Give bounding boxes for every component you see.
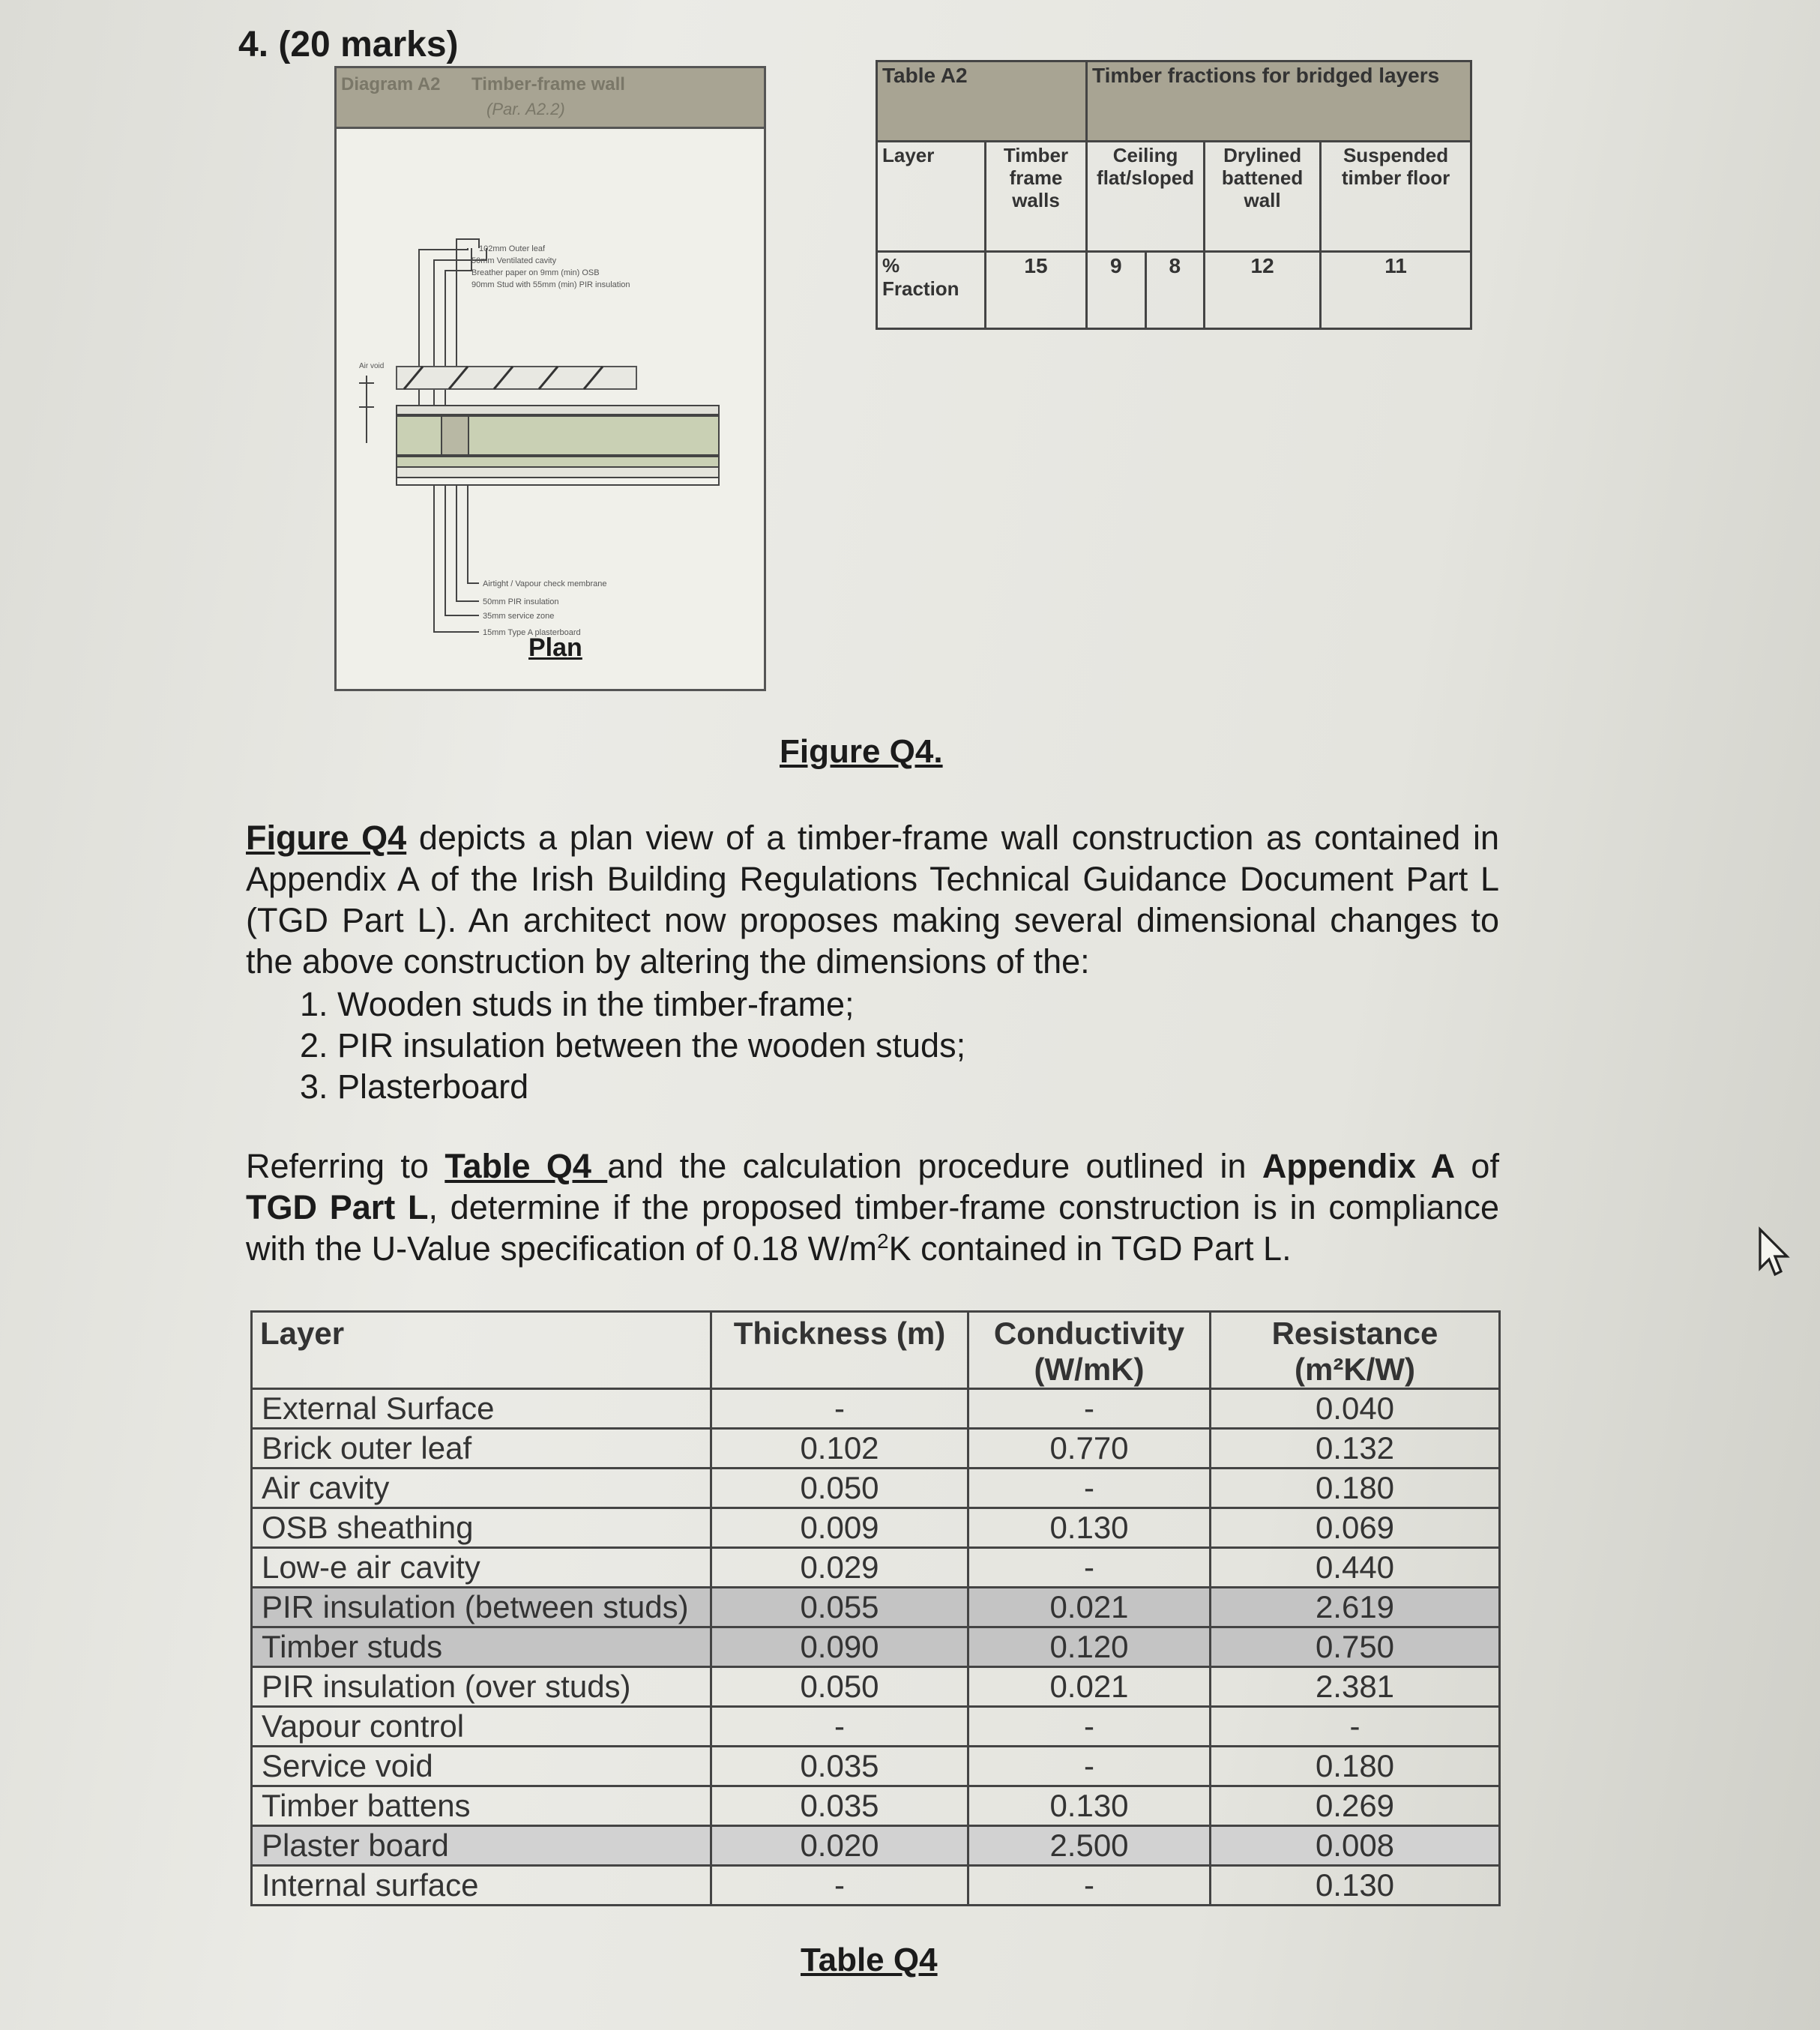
change-list <box>300 984 965 1107</box>
layer-cell: PIR insulation (between studs) <box>252 1588 711 1627</box>
thickness-cell: - <box>711 1389 968 1429</box>
list-item: 3. Plasterboard <box>300 1067 529 1106</box>
conductivity-cell: 0.130 <box>968 1508 1211 1548</box>
table-a2-value: 8 <box>1145 252 1205 329</box>
conductivity-cell: 0.130 <box>968 1786 1211 1826</box>
conductivity-cell: - <box>968 1548 1211 1588</box>
appendix-reference: Appendix A <box>1262 1147 1456 1185</box>
table-row <box>252 1747 1500 1786</box>
thickness-cell: 0.029 <box>711 1548 968 1588</box>
table-q4 <box>250 1310 1501 1906</box>
table-row <box>252 1826 1500 1866</box>
table-a2-row-label: % Fraction <box>877 252 986 329</box>
bottom-label-2: 35mm service zone <box>483 612 555 621</box>
conductivity-cell: - <box>968 1469 1211 1508</box>
table-a2-col-1: Ceiling flat/sloped <box>1087 142 1205 252</box>
table-caption: Table Q4 <box>801 1942 938 1978</box>
table-row <box>252 1588 1500 1627</box>
bottom-labels <box>483 579 606 637</box>
thickness-cell: 0.050 <box>711 1469 968 1508</box>
thickness-cell: - <box>711 1707 968 1747</box>
table-a2-layer-header: Layer <box>877 142 986 252</box>
conductivity-cell: - <box>968 1747 1211 1786</box>
table-a2-value: 9 <box>1087 252 1146 329</box>
task-text: , determine if the proposed timber-frame construction is in compliance with the U-Value specification of 0.18 W/m <box>246 1188 1499 1268</box>
thickness-cell: - <box>711 1866 968 1906</box>
thickness-cell: 0.020 <box>711 1826 968 1866</box>
layer-cell: Low-e air cavity <box>252 1548 711 1588</box>
conductivity-cell: 0.021 <box>968 1667 1211 1707</box>
conductivity-cell: 0.120 <box>968 1627 1211 1667</box>
diagram-header <box>337 68 764 129</box>
table-a2-col-3: Suspended timber floor <box>1321 142 1471 252</box>
conductivity-cell: 0.021 <box>968 1588 1211 1627</box>
resistance-cell: 2.381 <box>1211 1667 1500 1707</box>
table-a2-columns-row <box>877 142 1471 252</box>
superscript: 2 <box>877 1229 889 1253</box>
table-a2-label: Table A2 <box>877 61 1087 142</box>
layer-cell: Air cavity <box>252 1469 711 1508</box>
layer-cell: Timber studs <box>252 1627 711 1667</box>
top-label-3: 90mm Stud with 55mm (min) PIR insulation <box>471 280 630 289</box>
resistance-cell: 0.008 <box>1211 1826 1500 1866</box>
table-a2-value: 11 <box>1321 252 1471 329</box>
table-a2-value: 12 <box>1205 252 1321 329</box>
conductivity-cell: - <box>968 1389 1211 1429</box>
air-void-label: Air void <box>359 362 385 370</box>
layer-cell: Vapour control <box>252 1707 711 1747</box>
task-text: Referring to <box>246 1147 445 1185</box>
conductivity-cell: - <box>968 1707 1211 1747</box>
table-row <box>252 1548 1500 1588</box>
diagram-label: Diagram A2 <box>341 74 441 94</box>
table-q4-header-row <box>252 1312 1500 1389</box>
resistance-cell: 0.269 <box>1211 1786 1500 1826</box>
layer-cell: Internal surface <box>252 1866 711 1906</box>
resistance-cell: 0.180 <box>1211 1469 1500 1508</box>
table-a2-values-row <box>877 252 1471 329</box>
conductivity-cell: 0.770 <box>968 1429 1211 1469</box>
table-row <box>252 1786 1500 1826</box>
table-q4-body <box>252 1389 1500 1906</box>
table-a2-title: Timber fractions for bridged layers <box>1087 61 1471 142</box>
figure-caption: Figure Q4. <box>780 733 943 770</box>
paragraph-intro-text: depicts a plan view of a timber-frame wall construction as contained in Appendix A of the Irish Building Regulations Technical Guidance Document Part L (TGD Part L). An architect now proposes making several dimensional changes to the above construction by altering the dimensions of the: <box>246 819 1500 981</box>
resistance-cell: 0.750 <box>1211 1627 1500 1667</box>
table-row <box>252 1508 1500 1548</box>
resistance-cell: 0.440 <box>1211 1548 1500 1588</box>
layer-cell: Plaster board <box>252 1826 711 1866</box>
mouse-pointer-icon <box>1757 1226 1796 1284</box>
top-label-1: 50mm Ventilated cavity <box>471 256 557 265</box>
plan-label: Plan <box>528 633 582 662</box>
resistance-cell: 0.040 <box>1211 1389 1500 1429</box>
diagram-par: (Par. A2.2) <box>486 100 565 118</box>
thickness-cell: 0.009 <box>711 1508 968 1548</box>
resistance-cell: 2.619 <box>1211 1588 1500 1627</box>
top-labels <box>471 244 630 289</box>
conductivity-cell: 2.500 <box>968 1826 1211 1866</box>
bottom-label-1: 50mm PIR insulation <box>483 597 559 606</box>
figure-reference: Figure Q4 <box>246 819 407 857</box>
paragraph-intro <box>246 817 1499 982</box>
table-row <box>252 1866 1500 1906</box>
conductivity-cell: - <box>968 1866 1211 1906</box>
layer-cell: Timber battens <box>252 1786 711 1826</box>
table-row <box>252 1707 1500 1747</box>
wall-plan-drawing <box>337 128 764 637</box>
diagram-a2 <box>334 66 766 691</box>
header-conductivity: Conductivity (W/mK) <box>968 1312 1211 1389</box>
layer-cell: OSB sheathing <box>252 1508 711 1548</box>
thickness-cell: 0.102 <box>711 1429 968 1469</box>
thickness-cell: 0.055 <box>711 1588 968 1627</box>
table-row <box>252 1389 1500 1429</box>
table-reference: Table Q4 <box>445 1147 608 1185</box>
resistance-cell: 0.180 <box>1211 1747 1500 1786</box>
header-thickness: Thickness (m) <box>711 1312 968 1389</box>
diagram-title: Timber-frame wall <box>471 74 625 94</box>
table-row <box>252 1429 1500 1469</box>
layer-cell: PIR insulation (over studs) <box>252 1667 711 1707</box>
top-label-2: Breather paper on 9mm (min) OSB <box>471 268 600 277</box>
table-row <box>252 1469 1500 1508</box>
layer-cell: Brick outer leaf <box>252 1429 711 1469</box>
thickness-cell: 0.050 <box>711 1667 968 1707</box>
thickness-cell: 0.035 <box>711 1786 968 1826</box>
tgd-reference: TGD Part L <box>246 1188 429 1226</box>
question-heading: 4. (20 marks) <box>238 25 459 64</box>
header-layer: Layer <box>252 1312 711 1389</box>
list-item: 1. Wooden studs in the timber-frame; <box>300 985 855 1023</box>
resistance-cell: - <box>1211 1707 1500 1747</box>
resistance-cell: 0.069 <box>1211 1508 1500 1548</box>
task-text: of <box>1455 1147 1499 1185</box>
table-a2-header-row <box>877 61 1471 142</box>
thickness-cell: 0.090 <box>711 1627 968 1667</box>
table-a2 <box>876 60 1472 330</box>
layer-cell: Service void <box>252 1747 711 1786</box>
task-text: K contained in TGD Part L. <box>888 1229 1292 1268</box>
header-resistance: Resistance (m²K/W) <box>1211 1312 1500 1389</box>
paragraph-task <box>246 1145 1499 1269</box>
table-a2-value: 15 <box>986 252 1087 329</box>
layer-cell: External Surface <box>252 1389 711 1429</box>
resistance-cell: 0.132 <box>1211 1429 1500 1469</box>
table-a2-col-0: Timber frame walls <box>986 142 1087 252</box>
table-row <box>252 1667 1500 1707</box>
thickness-cell: 0.035 <box>711 1747 968 1786</box>
task-text: and the calculation procedure outlined in <box>607 1147 1262 1185</box>
table-a2-col-2: Drylined battened wall <box>1205 142 1321 252</box>
bottom-label-3: 15mm Type A plasterboard <box>483 628 581 637</box>
list-item: 2. PIR insulation between the wooden studs; <box>300 1026 966 1064</box>
resistance-cell: 0.130 <box>1211 1866 1500 1906</box>
bottom-label-0: Airtight / Vapour check membrane <box>483 579 607 588</box>
top-label-0: 102mm Outer leaf <box>479 244 546 253</box>
table-row <box>252 1627 1500 1667</box>
